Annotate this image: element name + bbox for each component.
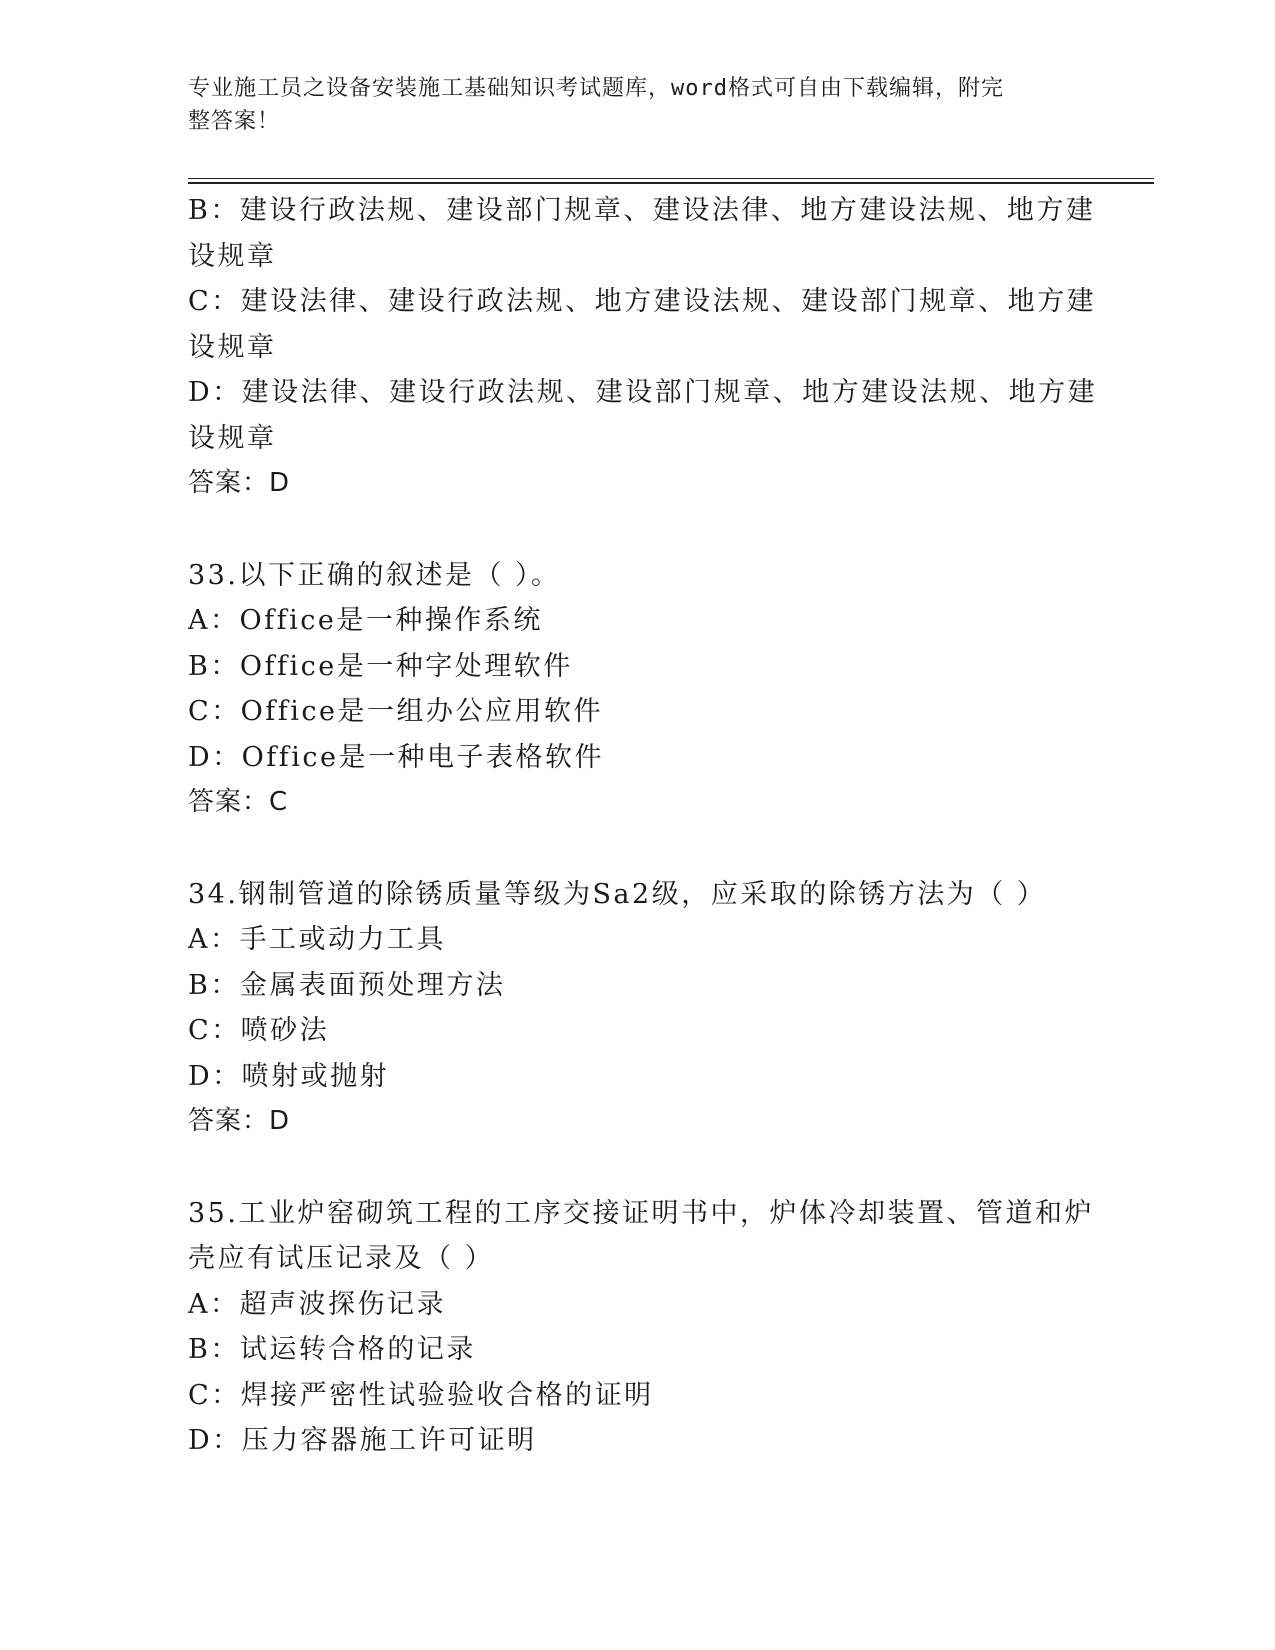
option-b: B：建设行政法规、建设部门规章、建设法律、地方建设法规、地方建 <box>188 195 1096 226</box>
question-32-options <box>188 188 1098 507</box>
option-d: D：喷射或抛射 <box>188 1060 390 1092</box>
answer-33: 答案：C <box>188 787 289 817</box>
option-d: D：建设法律、建设行政法规、建设部门规章、地方建设法规、地方建 <box>188 377 1098 408</box>
option-c: C：建设法律、建设行政法规、地方建设法规、建设部门规章、地方建 <box>188 286 1097 317</box>
document-header <box>188 72 1068 138</box>
header-line-2: 整答案！ <box>188 109 281 134</box>
header-divider-thick <box>188 182 1154 184</box>
option-a: A：手工或动力工具 <box>188 924 446 955</box>
question-33-text: 33.以下正确的叙述是（ ）。 <box>188 559 561 591</box>
answer-32: 答案：D <box>188 468 291 498</box>
option-d: D：压力容器施工许可证明 <box>188 1425 537 1456</box>
question-33 <box>188 553 1088 826</box>
question-35-text: 35.工业炉窑砌筑工程的工序交接证明书中，炉体冷却装置、管道和炉 <box>188 1197 1094 1229</box>
option-c: C：喷砂法 <box>188 1015 330 1046</box>
option-d-continued: 设规章 <box>188 422 277 454</box>
option-b: B：试运转合格的记录 <box>188 1334 476 1365</box>
header-divider-thin <box>188 178 1154 179</box>
question-list <box>188 188 1098 1464</box>
spacer <box>188 507 1088 553</box>
option-c-continued: 设规章 <box>188 331 277 363</box>
question-34 <box>188 872 1088 1145</box>
spacer <box>188 826 1088 872</box>
option-d: D：Office是一种电子表格软件 <box>188 741 605 773</box>
option-a: A：超声波探伤记录 <box>188 1288 446 1320</box>
option-b: B：金属表面预处理方法 <box>188 969 506 1001</box>
question-34-text: 34.钢制管道的除锈质量等级为Sa2级，应采取的除锈方法为（ ） <box>188 878 1047 910</box>
spacer <box>188 1145 1088 1191</box>
question-35-text-continued: 壳应有试压记录及（ ） <box>188 1243 495 1274</box>
option-b-continued: 设规章 <box>188 240 277 272</box>
option-c: C：焊接严密性试验验收合格的证明 <box>188 1379 654 1411</box>
question-35 <box>188 1191 1094 1464</box>
header-line-1: 专业施工员之设备安装施工基础知识考试题库，word格式可自由下载编辑，附完 <box>188 76 1004 101</box>
option-a: A：Office是一种操作系统 <box>188 605 543 636</box>
option-c: C：Office是一组办公应用软件 <box>188 696 604 727</box>
option-b: B：Office是一种字处理软件 <box>188 650 573 682</box>
answer-34: 答案：D <box>188 1106 291 1136</box>
